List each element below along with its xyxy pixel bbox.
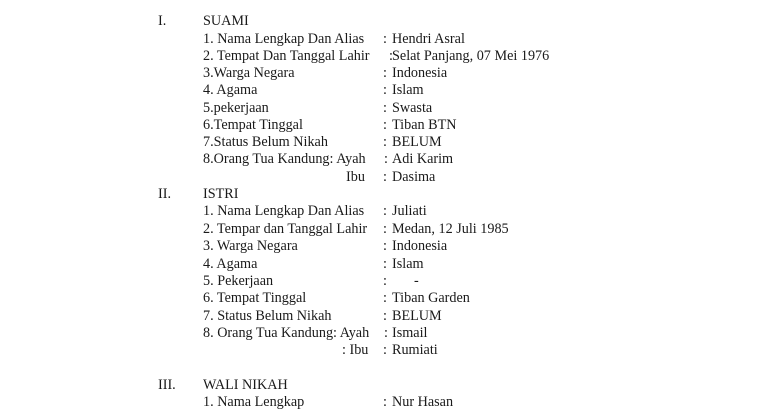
field-label: Ibu: [346, 169, 365, 185]
field-row: [0, 47, 768, 65]
field-value: Selat Panjang, 07 Mei 1976: [392, 48, 550, 64]
field-row: [0, 220, 768, 238]
field-colon: :: [383, 256, 387, 272]
field-value: Tiban BTN: [392, 117, 457, 133]
field-label: 5.pekerjaan: [203, 100, 269, 116]
section-numeral: I.: [158, 13, 167, 29]
field-value: Rumiati: [392, 342, 438, 358]
field-value: Indonesia: [392, 238, 448, 254]
field-row: [0, 324, 768, 342]
field-label: 2. Tempat Dan Tanggal Lahir: [203, 48, 370, 64]
field-colon: :: [383, 290, 387, 306]
field-label: 3. Warga Negara: [203, 238, 298, 254]
field-value: Juliati: [392, 203, 427, 219]
field-row: [0, 150, 768, 168]
field-row: [0, 307, 768, 325]
field-row: [0, 168, 768, 186]
field-colon: :: [383, 203, 387, 219]
section-title: ISTRI: [203, 186, 239, 202]
field-colon: :: [383, 273, 387, 289]
field-colon: :: [383, 82, 387, 98]
field-row: [0, 237, 768, 255]
field-colon: :: [383, 308, 387, 324]
field-value: Nur Hasan: [392, 394, 454, 410]
field-value: BELUM: [392, 308, 442, 324]
field-row: [0, 393, 768, 411]
field-value: Adi Karim: [392, 151, 454, 167]
field-label: 3.Warga Negara: [203, 65, 295, 81]
field-row: [0, 64, 768, 82]
field-row: [0, 116, 768, 134]
field-value: Islam: [392, 256, 424, 272]
field-label: 8.Orang Tua Kandung: Ayah: [203, 151, 366, 167]
field-value: Indonesia: [392, 65, 448, 81]
field-label: 6. Tempat Tinggal: [203, 290, 307, 306]
field-label: 7. Status Belum Nikah: [203, 308, 332, 324]
field-row: [0, 81, 768, 99]
section-title: SUAMI: [203, 13, 249, 29]
section-numeral: III.: [158, 377, 176, 393]
field-value: Islam: [392, 82, 424, 98]
field-label: 7.Status Belum Nikah: [203, 134, 328, 150]
field-colon: :: [384, 325, 388, 341]
field-label: 4. Agama: [203, 256, 258, 272]
field-row: [0, 341, 768, 359]
section-numeral: II.: [158, 186, 171, 202]
field-colon: :: [389, 48, 393, 64]
field-label: 1. Nama Lengkap Dan Alias: [203, 203, 365, 219]
section-heading-wali-nikah: [0, 376, 768, 394]
field-value: -: [414, 273, 419, 289]
field-value: Dasima: [392, 169, 436, 185]
field-label: 2. Tempar dan Tanggal Lahir: [203, 221, 368, 237]
field-row: [0, 30, 768, 48]
field-colon: :: [383, 134, 387, 150]
field-colon: :: [383, 169, 387, 185]
field-label: 6.Tempat Tinggal: [203, 117, 303, 133]
field-row: [0, 272, 768, 290]
field-colon: :: [383, 100, 387, 116]
field-colon: :: [383, 65, 387, 81]
field-row: [0, 202, 768, 220]
field-row: [0, 255, 768, 273]
field-label: 5. Pekerjaan: [203, 273, 274, 289]
section-title: WALI NIKAH: [203, 377, 288, 393]
field-colon: :: [383, 31, 387, 47]
field-value: BELUM: [392, 134, 442, 150]
field-value: Swasta: [392, 100, 433, 116]
section-heading-istri: [0, 185, 768, 203]
field-label: : Ibu: [342, 342, 369, 358]
field-row: [0, 289, 768, 307]
field-colon: :: [383, 238, 387, 254]
field-value: Medan, 12 Juli 1985: [392, 221, 509, 237]
field-colon: :: [383, 394, 387, 410]
section-heading-suami: [0, 12, 768, 30]
field-label: 1. Nama Lengkap Dan Alias: [203, 31, 365, 47]
field-row: [0, 99, 768, 117]
field-row: [0, 133, 768, 151]
field-value: Ismail: [392, 325, 428, 341]
field-colon: :: [384, 151, 388, 167]
field-label: 8. Orang Tua Kandung: Ayah: [203, 325, 370, 341]
field-label: 1. Nama Lengkap: [203, 394, 305, 410]
field-colon: :: [383, 342, 387, 358]
field-value: Tiban Garden: [392, 290, 470, 306]
field-label: 4. Agama: [203, 82, 258, 98]
field-value: Hendri Asral: [392, 31, 465, 47]
field-colon: :: [383, 221, 387, 237]
field-colon: :: [383, 117, 387, 133]
